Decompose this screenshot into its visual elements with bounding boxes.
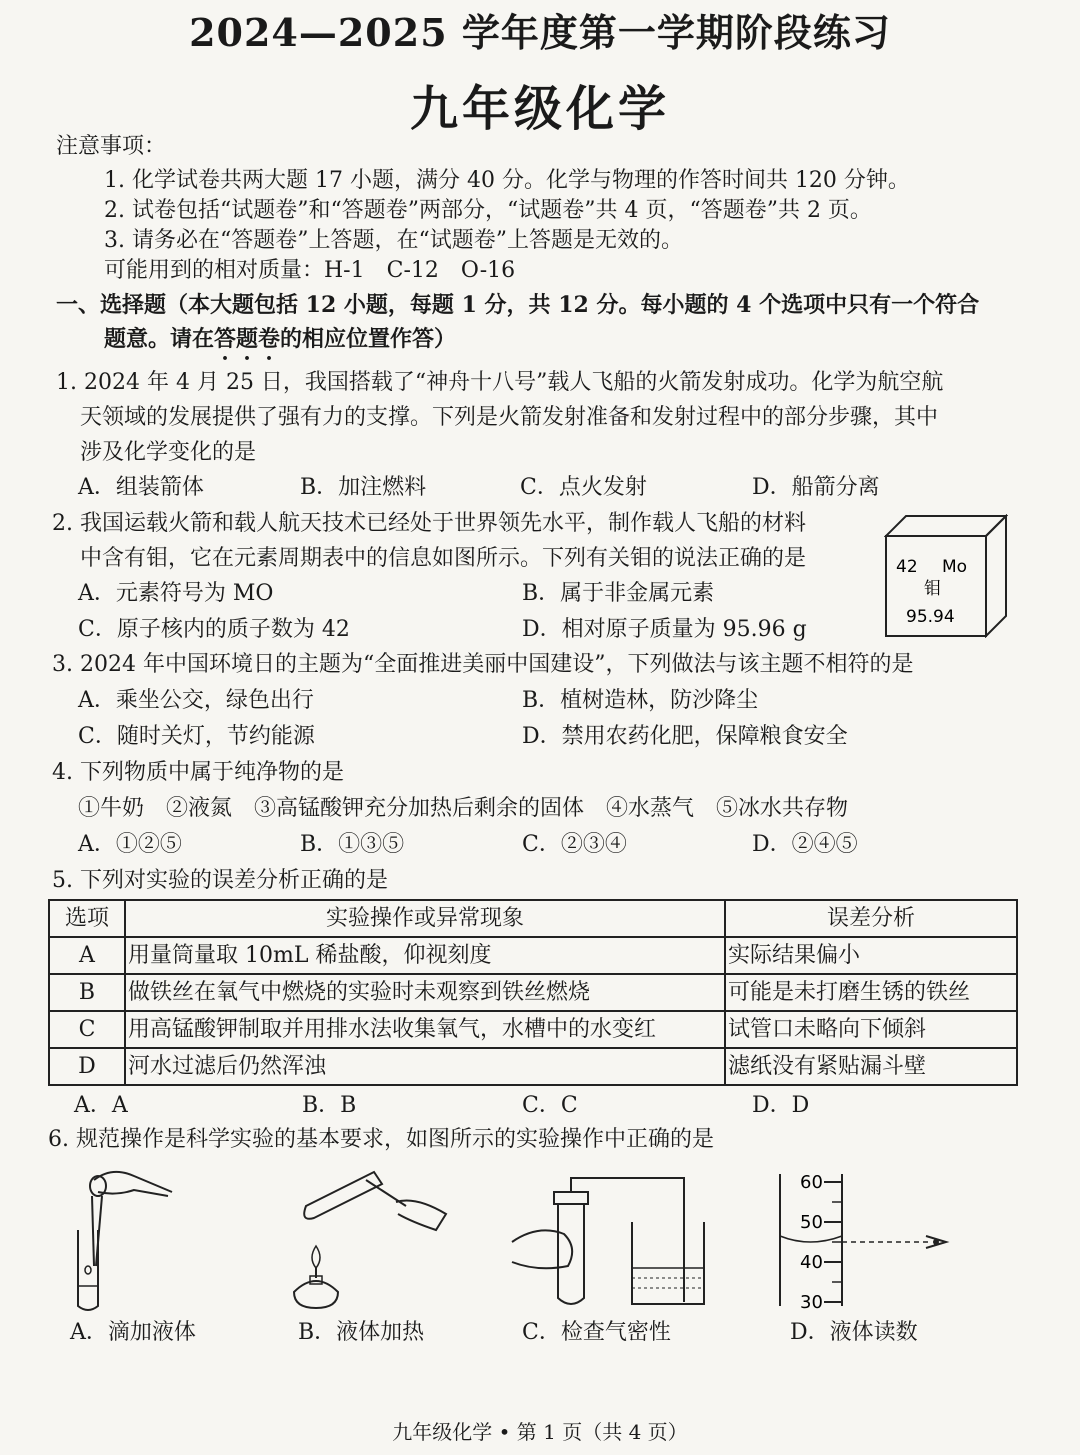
q5-option-d: D．D	[752, 1093, 810, 1118]
q5-option-a: A．A	[74, 1093, 128, 1118]
q5-table	[48, 899, 1018, 1086]
element-cell-figure	[884, 514, 1008, 638]
q4-option-d: D．②④⑤	[752, 832, 858, 857]
exam-title: 2024—2025 学年度第一学期阶段练习	[189, 10, 891, 55]
q1-option-b: B．加注燃料	[300, 475, 427, 500]
q4-stem: 4. 下列物质中属于纯净物的是	[52, 760, 344, 785]
table-header: 实验操作或异常现象	[125, 900, 725, 937]
q2-option-c: C．原子核内的质子数为 42	[78, 617, 350, 642]
table-header: 选项	[49, 900, 125, 937]
q6-option-a: A．滴加液体	[70, 1320, 196, 1345]
q3-stem: 3. 2024 年中国环境日的主题为“全面推进美丽中国建设”，下列做法与该主题不相符的是	[52, 652, 914, 677]
q6-option-d: D．液体读数	[790, 1320, 918, 1345]
element-mass: 95.94	[906, 607, 955, 627]
table-cell: 用高锰酸钾制取并用排水法收集氧气，水槽中的水变红	[125, 1011, 725, 1048]
section-text: 的相应位置作答）	[280, 326, 457, 352]
notice-item: 2. 试卷包括“试题卷”和“答题卷”两部分，“试题卷”共 4 页，“答题卷”共 2 页。	[104, 198, 872, 223]
element-number: 42	[896, 557, 918, 577]
table-cell: 实际结果偏小	[725, 937, 1017, 974]
q3-option-b: B．植树造林，防沙降尘	[522, 688, 759, 713]
table-row	[49, 937, 1017, 974]
q2-option-d: D．相对原子质量为 95.96 g	[522, 617, 807, 642]
page-footer: 九年级化学 • 第 1 页（共 4 页）	[392, 1420, 688, 1444]
q4-option-b: B．①③⑤	[300, 832, 405, 857]
tick-label: 60	[800, 1172, 823, 1193]
table-cell: 用量筒量取 10mL 稀盐酸，仰视刻度	[125, 937, 725, 974]
notice-heading: 注意事项：	[56, 134, 167, 159]
emphasis-text: 答题卷	[214, 326, 281, 352]
q1-option-d: D．船箭分离	[752, 475, 880, 500]
table-cell: 试管口未略向下倾斜	[725, 1011, 1017, 1048]
table-cell: 做铁丝在氧气中燃烧的实验时未观察到铁丝燃烧	[125, 974, 725, 1011]
heating-figure	[286, 1166, 456, 1316]
q6-option-b: B．液体加热	[298, 1320, 425, 1345]
q1-stem: 涉及化学变化的是	[80, 440, 257, 465]
table-cell: A	[49, 937, 125, 974]
q1-stem: 天领域的发展提供了强有力的支撑。下列是火箭发射准备和发射过程中的部分步骤，其中	[80, 405, 939, 430]
q5-option-c: C．C	[522, 1093, 578, 1118]
q2-option-b: B．属于非金属元素	[522, 581, 715, 606]
section-heading-cont	[104, 324, 456, 365]
airtight-check-figure	[508, 1162, 708, 1312]
q1-stem: 1. 2024 年 4 月 25 日，我国搭载了“神舟十八号”载人飞船的火箭发射成功。化学为航空航	[56, 370, 944, 395]
element-name: 钼	[924, 579, 941, 599]
relative-mass-note: 可能用到的相对质量：H-1 C-12 O-16	[104, 258, 516, 283]
notice-item: 3. 请务必在“答题卷”上答题，在“试题卷”上答题是无效的。	[104, 228, 683, 253]
q2-option-a: A．元素符号为 MO	[78, 581, 274, 606]
table-cell: 河水过滤后仍然浑浊	[125, 1048, 725, 1085]
q5-option-b: B．B	[302, 1093, 357, 1118]
section-text: 题意。请在	[104, 326, 215, 352]
q4-option-a: A．①②⑤	[78, 832, 182, 857]
table-cell: D	[49, 1048, 125, 1085]
q4-items: ①牛奶 ②液氮 ③高锰酸钾充分加热后剩余的固体 ④水蒸气 ⑤冰水共存物	[78, 796, 849, 821]
tick-label: 40	[800, 1252, 823, 1273]
subject-title: 九年级化学	[409, 81, 670, 137]
section-heading: 一、选择题（本大题包括 12 小题，每题 1 分，共 12 分。每小题的 4 个选项中只有一个符合	[56, 292, 980, 318]
cylinder-reading-figure	[770, 1166, 960, 1312]
q6-option-c: C．检查气密性	[522, 1320, 671, 1345]
q4-option-c: C．②③④	[522, 832, 627, 857]
q2-stem: 2. 我国运载火箭和载人航天技术已经处于世界领先水平，制作载人飞船的材料	[52, 511, 806, 536]
notice-item: 1. 化学试卷共两大题 17 小题，满分 40 分。化学与物理的作答时间共 120 分钟。	[104, 168, 910, 193]
table-header: 误差分析	[725, 900, 1017, 937]
table-header-row	[49, 900, 1017, 937]
q3-option-a: A．乘坐公交，绿色出行	[78, 688, 314, 713]
q1-option-c: C．点火发射	[520, 475, 647, 500]
q5-stem: 5. 下列对实验的误差分析正确的是	[52, 868, 388, 893]
table-cell: C	[49, 1011, 125, 1048]
table-cell: B	[49, 974, 125, 1011]
tick-label: 50	[800, 1212, 823, 1233]
q1-option-a: A．组装箭体	[78, 475, 204, 500]
table-cell: 滤纸没有紧贴漏斗壁	[725, 1048, 1017, 1085]
q2-stem: 中含有钼，它在元素周期表中的信息如图所示。下列有关钼的说法正确的是	[80, 546, 807, 571]
tick-label: 30	[800, 1292, 823, 1312]
table-row	[49, 1048, 1017, 1085]
element-symbol: Mo	[942, 557, 968, 577]
table-cell: 可能是未打磨生锈的铁丝	[725, 974, 1017, 1011]
table-row	[49, 1011, 1017, 1048]
dropper-figure	[64, 1166, 184, 1316]
q3-option-d: D．禁用农药化肥，保障粮食安全	[522, 724, 848, 749]
q6-stem: 6. 规范操作是科学实验的基本要求，如图所示的实验操作中正确的是	[48, 1127, 714, 1152]
table-row	[49, 974, 1017, 1011]
q3-option-c: C．随时关灯，节约能源	[78, 724, 315, 749]
